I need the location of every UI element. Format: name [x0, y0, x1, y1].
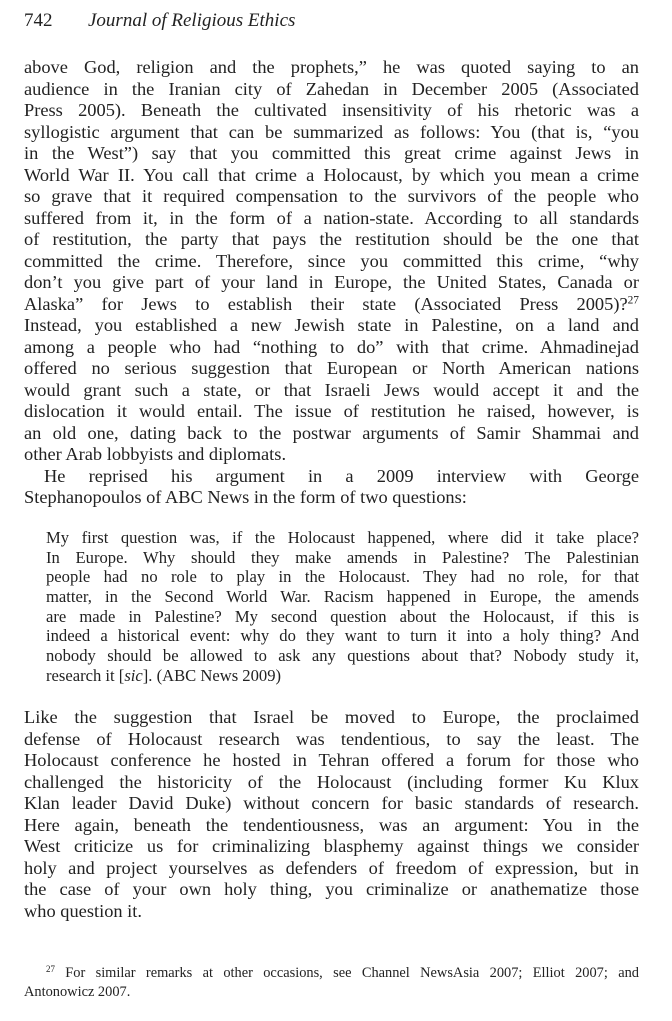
page-number: 742: [24, 10, 53, 31]
text-line: Here again, beneath the tendentiousness, was an argument: You in the: [24, 814, 639, 835]
quote-line: In Europe. Why should they make amends in Palestine? The Palestinian: [46, 547, 639, 567]
text-line: other Arab lobbyists and diplomats.: [24, 444, 287, 464]
text-line: so grave that it required compensation to the survivors of the people who: [24, 186, 639, 206]
quote-line-citation: [46, 666, 639, 686]
paragraph-restitution-argument: [24, 57, 639, 509]
quote-line: people had no role to play in the Holocaust. They had no role, for that: [46, 567, 639, 587]
text-line: of restitution, the party that pays the restitution should be the one that: [24, 229, 639, 249]
text-line: the case of your own holy thing, you criminalize or anathematize those: [24, 879, 639, 899]
running-header: [24, 10, 295, 32]
quote-line: indeed a historical event: why do they want to turn it into a holy thing? And: [46, 626, 639, 646]
text-line-with-footnote: [24, 294, 639, 316]
text-line: syllogistic argument that can be summarized as follows: You (that is, “you: [24, 121, 639, 142]
quote-line: nobody should be allowed to ask any questions about that? Nobody study it,: [46, 646, 639, 666]
text-line: Holocaust conference he hosted in Tehran offered a forum for those who: [24, 750, 639, 770]
text-line: West criticize us for criminalizing blasphemy against things we consider: [24, 836, 639, 856]
quote-line: are made in Palestine? My second question about the Holocaust, if this is: [46, 606, 639, 626]
quote-text: research it [: [46, 665, 125, 685]
text-line: challenged the historicity of the Holocaust (including former Ku Klux: [24, 771, 639, 792]
text-line: would grant such a state, or that Israeli Jews would accept it and the: [24, 379, 639, 400]
footnote-text: For similar remarks at other occasions, see Channel NewsAsia 2007; Elliot 2007; and: [54, 965, 639, 981]
quote-line: matter, in the Second World War. Racism happened in Europe, the amends: [46, 587, 639, 607]
quote-citation: ]. (ABC News 2009): [142, 665, 282, 685]
text-line: suffered from it, in the form of a nation-state. According to all standards: [24, 207, 639, 228]
text-line: Press 2005). Beneath the cultivated insensitivity of his rhetoric was a: [24, 100, 639, 120]
text-line: an old one, dating back to the postwar arguments of Samir Shammai and: [24, 422, 639, 443]
text-line: don’t you give part of your land in Europe, the United States, Canada or: [24, 272, 639, 292]
text-line: He reprised his argument in a 2009 interview with George: [44, 465, 639, 486]
footnote-27: [24, 964, 639, 1002]
footnote-line: Antonowicz 2007.: [24, 984, 131, 1000]
text-line: Klan leader David Duke) without concern for basic standards of research.: [24, 793, 639, 813]
footnote-line: [24, 964, 639, 983]
text-line: among a people who had “nothing to do” with that crime. Ahmadinejad: [24, 336, 639, 357]
text-line: Stephanopoulos of ABC News in the form of two questions:: [24, 487, 467, 507]
footnote-reference[interactable]: 27: [627, 294, 639, 307]
text-line: offered no serious suggestion that European or North American nations: [24, 358, 639, 378]
text-line: Alaska” for Jews to establish their state (Associated Press 2005)?: [24, 293, 628, 314]
block-quote-abc-news: [46, 528, 639, 686]
text-line: in the West”) say that you committed this great crime against Jews in: [24, 143, 639, 163]
text-line: defense of Holocaust research was tendentious, to say the least. The: [24, 728, 639, 749]
text-line: committed the crime. Therefore, since you committed this crime, “why: [24, 250, 639, 271]
text-line: audience in the Iranian city of Zahedan in December 2005 (Associated: [24, 78, 639, 99]
text-line: World War II. You call that crime a Holocaust, by which you mean a crime: [24, 164, 639, 185]
quote-line: My first question was, if the Holocaust happened, where did it take place?: [46, 528, 639, 547]
text-line: Like the suggestion that Israel be moved to Europe, the proclaimed: [24, 707, 639, 727]
text-line: above God, religion and the prophets,” he was quoted saying to an: [24, 57, 639, 77]
text-line: dislocation it would entail. The issue of restitution he raised, however, is: [24, 401, 639, 421]
text-line: who question it.: [24, 900, 143, 921]
footnote-number: 27: [46, 964, 55, 975]
paragraph-holocaust-research: [24, 707, 639, 922]
journal-title: Journal of Religious Ethics: [88, 10, 296, 31]
sic-marker: sic: [124, 665, 143, 685]
text-line: Instead, you established a new Jewish state in Palestine, on a land and: [24, 315, 639, 335]
text-line: holy and project yourselves as defenders of freedom of expression, but in: [24, 857, 639, 878]
